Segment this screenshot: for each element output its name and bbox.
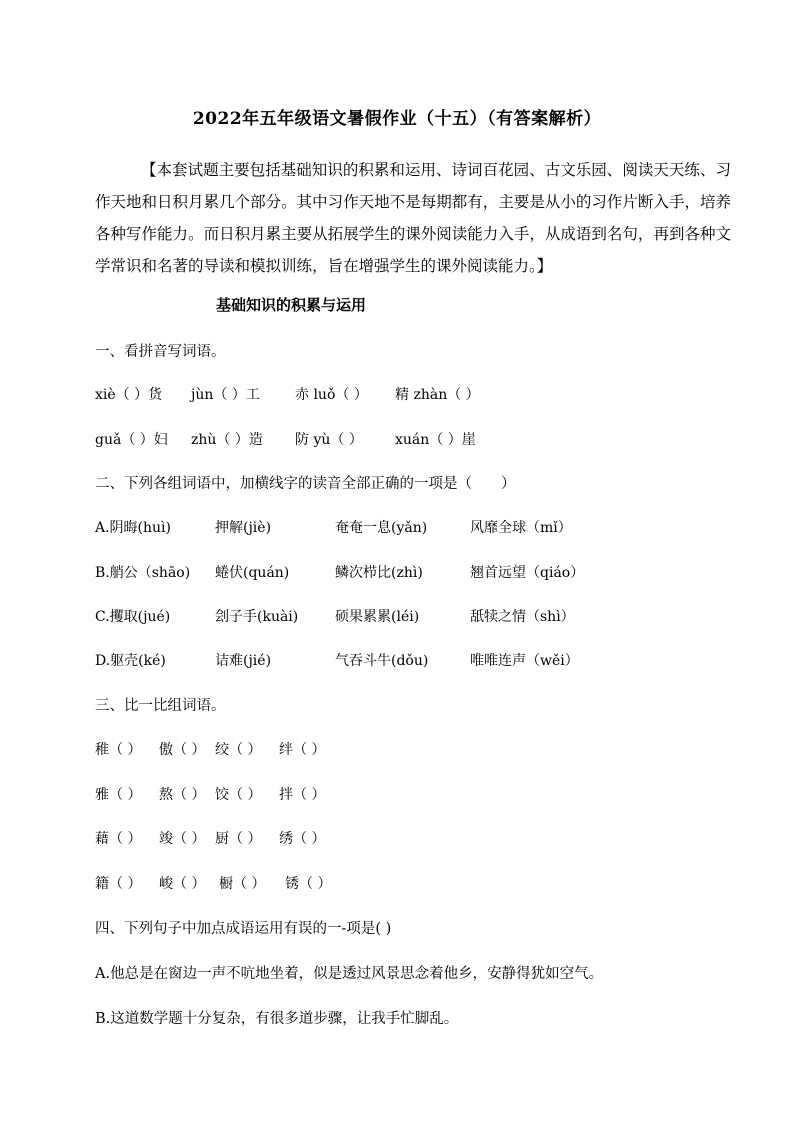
q2-word: 风靡全球（mǐ） (470, 520, 572, 536)
q2-word: 硕果累累(léi) (335, 609, 420, 625)
q1-item: 赤 luǒ（ ） (295, 387, 368, 403)
q2-word: 刽子手(kuài) (215, 609, 299, 625)
q1-item: zhù（ ）造 (191, 432, 263, 448)
q3-item: 峻（ ） (159, 876, 206, 892)
q1-item: 防 yù（ ） (295, 432, 363, 448)
q3-item: 藉（ ） (95, 831, 142, 847)
q2-word: 蜷伏(quán) (215, 565, 290, 581)
q2-word: 气吞斗牛(dǒu) (335, 653, 429, 669)
q2-word: D.躯壳(ké) (95, 653, 166, 669)
q3-item: 竣（ ） (159, 831, 206, 847)
q3-item: 稚（ ） (95, 742, 142, 758)
q3-item: 锈（ ） (285, 876, 332, 892)
q2-word: 押解(jiè) (215, 520, 272, 536)
document-title: 2022年五年级语文暑假作业（十五）（有答案解析） (192, 109, 602, 129)
q4-option-a: A.他总是在窗边一声不吭地坐着，似是透过风景思念着他乡，安静得犹如空气。 (95, 966, 604, 982)
q2-word: A.阴晦(huì) (95, 520, 171, 536)
q3-item: 拌（ ） (279, 787, 326, 803)
q3-item: 雅（ ） (95, 787, 142, 803)
q1-item: xuán（ ）崖 (395, 432, 476, 448)
q3-item: 绊（ ） (279, 742, 326, 758)
q4-option-b: B.这道数学题十分复杂，有很多道步骤，让我手忙脚乱。 (95, 1011, 459, 1027)
q2-word: 鳞次栉比(zhì) (335, 565, 423, 581)
q2-word: 唯唯连声（wěi） (470, 653, 579, 669)
q1-item: 精 zhàn（ ） (395, 387, 480, 403)
q2-word: 诘难(jié) (215, 653, 272, 669)
intro-paragraph: 【本套试题主要包括基础知识的积累和运用、诗词百花园、古文乐园、阅读天天练、习作天地和日积月累几个部分。其中习作天地不是每期都有，主要是从小的习作片断入手，培养各种写作能力。而日积月累主要从拓展学生的课外阅读能力入手，从成语到名句，再到各种文学常识和名著的导读和模拟训练，旨在增强学生的课外阅读能力。】 (95, 161, 731, 275)
q1-item: xiè（ ）货 (95, 387, 163, 403)
q3-item: 绣（ ） (279, 831, 326, 847)
q2-word: 舐犊之情（shì） (470, 609, 575, 625)
q3-heading: 三、比一比组词语。 (95, 698, 226, 714)
section-heading: 基础知识的积累与运用 (216, 296, 367, 314)
q3-item: 橱（ ） (219, 876, 266, 892)
q2-word: 翘首远望（qiáo） (470, 565, 585, 581)
q3-item: 籍（ ） (95, 876, 142, 892)
q1-item: guǎ（ ）妇 (95, 432, 168, 448)
q3-item: 傲（ ） (159, 742, 206, 758)
q3-item: 厨（ ） (215, 831, 262, 847)
q1-heading: 一、看拼音写词语。 (95, 344, 226, 360)
q3-item: 饺（ ） (215, 787, 262, 803)
q2-word: 奄奄一息(yǎn) (335, 520, 428, 536)
q4-heading: 四、下列句子中加点成语运用有误的一-项是( ) (95, 921, 392, 937)
q2-word: B.艄公（shāo) (95, 565, 191, 581)
q3-item: 绞（ ） (215, 742, 262, 758)
q2-heading: 二、下列各组词语中，加横线字的读音全部正确的一项是（ ） (95, 476, 516, 492)
q1-item: jùn（ ）工 (191, 387, 260, 403)
q2-word: C.攫取(jué) (95, 609, 171, 625)
q3-item: 熬（ ） (159, 787, 206, 803)
